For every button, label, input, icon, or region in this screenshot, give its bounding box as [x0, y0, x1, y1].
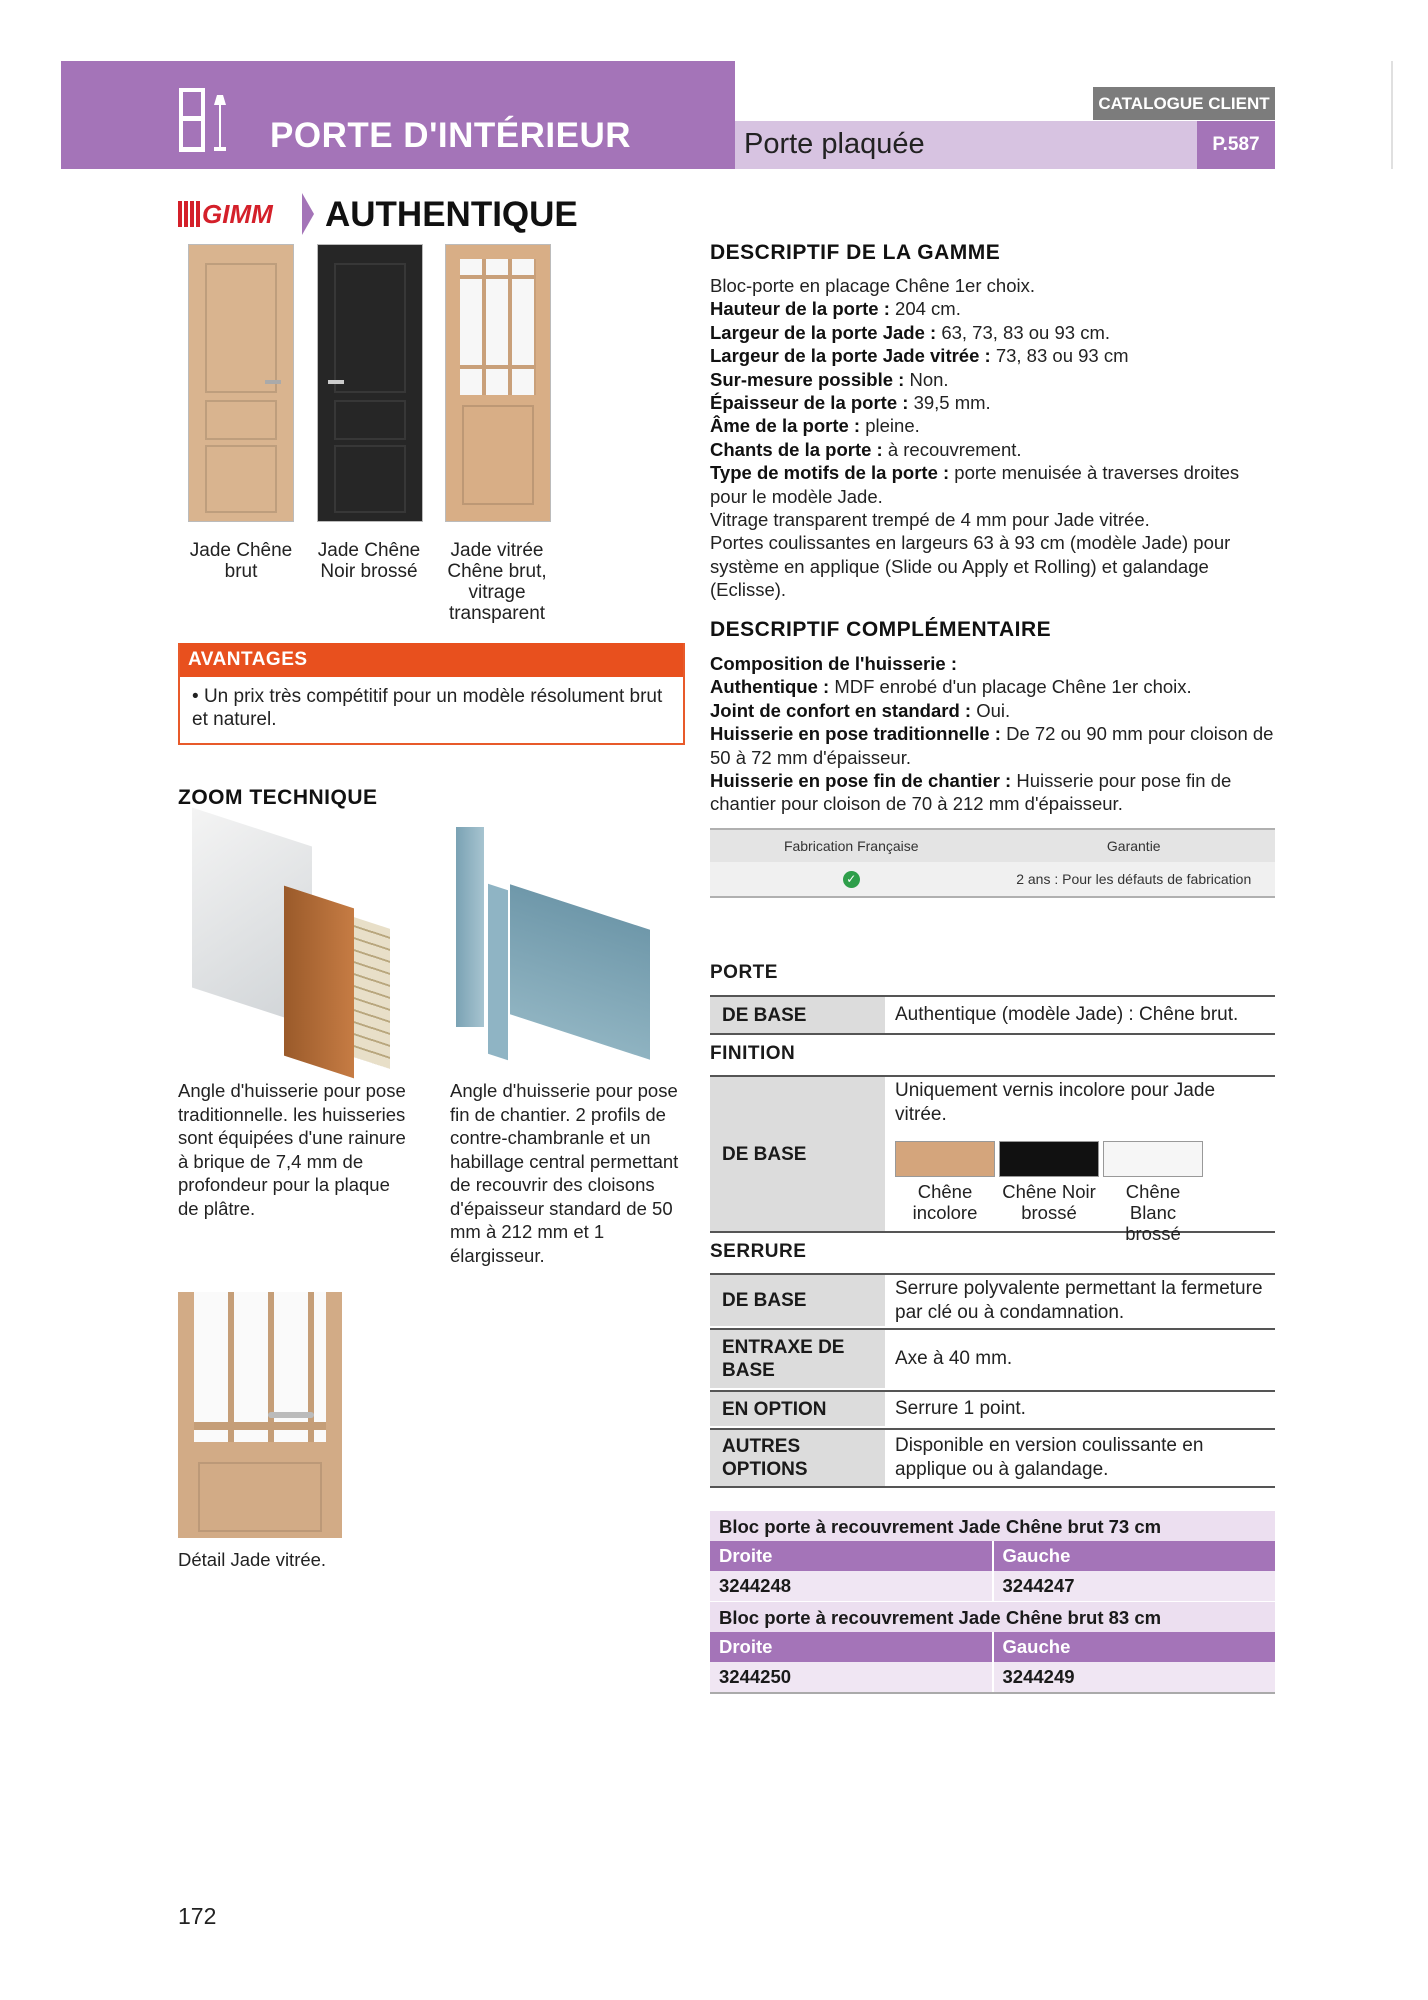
text-line: Huisserie en pose traditionnelle : De 72 ou 90 mm pour cloison de 50 à 72 mm d'épaisseur.: [710, 723, 1274, 768]
gimm-logo: GIMM: [178, 199, 273, 230]
advantages-title: AVANTAGES: [180, 643, 683, 677]
spec-row: AUTRES OPTIONS Disponible en version coulissante en applique ou à galandage.: [710, 1428, 1275, 1488]
fabrication-table: [710, 828, 1275, 898]
spec-row: DE BASE Uniquement vernis incolore pour Jade vitrée. Chêne incolore Chêne Noir brossé Chêne Blanc brossé: [710, 1075, 1275, 1233]
text-line: Type de motifs de la porte : porte menuisée à traverses droites pour le modèle Jade.: [710, 462, 1240, 507]
text-line: Largeur de la porte Jade : 63, 73, 83 ou 93 cm.: [710, 321, 1110, 343]
ref-gauche: 3244249: [992, 1662, 1276, 1692]
finition-section-title: FINITION: [710, 1043, 796, 1064]
chevron-icon: [302, 193, 314, 235]
text-line: Authentique : MDF enrobé d'un placage Chêne 1er choix.: [710, 676, 1192, 698]
order-header: Droite Gauche: [710, 1632, 1275, 1662]
ref-gauche: 3244247: [992, 1571, 1276, 1601]
detail-caption: Détail Jade vitrée.: [178, 1549, 327, 1570]
text-line: Vitrage transparent trempé de 4 mm pour Jade vitrée.: [710, 509, 1150, 531]
catalogue-badge: CATALOGUE CLIENT: [1093, 87, 1275, 120]
order-refs: [710, 1571, 1275, 1601]
zoom-technique-title: ZOOM TECHNIQUE: [178, 786, 378, 809]
zoom-caption-1: Angle d'huisserie pour pose traditionnelle. les huisseries sont équipées d'une rainure à brique de 7,4 mm de profondeur pour la plaque de plâtre.: [178, 1080, 406, 1219]
category-title: PORTE D'INTÉRIEUR: [270, 116, 632, 155]
complementaire-text: [710, 652, 1280, 816]
gamme-text: [710, 274, 1280, 602]
divider: [1391, 61, 1393, 169]
finition-text: Uniquement vernis incolore pour Jade vitrée.: [895, 1080, 1216, 1125]
door-image-noir-brosse: [317, 244, 423, 522]
garantie-header: Garantie: [1106, 838, 1161, 854]
door-image-vitree: [445, 244, 551, 522]
spec-row: EN OPTION Serrure 1 point.: [710, 1390, 1275, 1426]
ref-droite: 3244250: [719, 1666, 792, 1687]
subcategory-title: Porte plaquée: [744, 128, 925, 160]
gamme-title: DESCRIPTIF DE LA GAMME: [710, 241, 1001, 264]
text-line: Largeur de la porte Jade vitrée : 73, 83 ou 93 cm: [710, 345, 1129, 367]
text-line: Hauteur de la porte : 204 cm.: [710, 298, 961, 320]
text-line: Âme de la porte : pleine.: [710, 415, 920, 437]
door-caption: Jade Chêne brut: [189, 540, 293, 582]
fab-header: Fabrication Française: [783, 838, 919, 854]
text-line: Joint de confort en standard : Oui.: [710, 699, 1011, 721]
ref-droite: 3244248: [719, 1575, 792, 1596]
frame-fin-chantier-image: [450, 827, 662, 1071]
finish-swatch: Chêne Noir brossé: [999, 1141, 1099, 1223]
spec-row: DE BASE Authentique (modèle Jade) : Chêne brut.: [710, 995, 1275, 1035]
complementaire-title: DESCRIPTIF COMPLÉMENTAIRE: [710, 618, 1052, 641]
order-refs: [710, 1662, 1275, 1692]
door-caption: Jade Chêne Noir brossé: [317, 540, 421, 582]
page-ref: P.587: [1197, 121, 1275, 169]
text-line: Composition de l'huisserie :: [710, 653, 957, 674]
porte-section-title: PORTE: [710, 962, 778, 983]
order-title: Bloc porte à recouvrement Jade Chêne brut 83 cm: [710, 1601, 1275, 1632]
advantage-item: • Un prix très compétitif pour un modèle résolument brut et naturel.: [192, 686, 663, 730]
text-line: Chants de la porte : à recouvrement.: [710, 438, 1022, 460]
subcategory-bar: [735, 121, 1197, 169]
serrure-section-title: SERRURE: [710, 1241, 807, 1262]
check-icon: ✓: [710, 870, 993, 888]
text-line: Portes coulissantes en largeurs 63 à 93 cm (modèle Jade) pour système en applique (Slide ou Apply et Rolling) et galandage (Eclisse).: [710, 532, 1231, 601]
text-line: Huisserie en pose fin de chantier : Huisserie pour pose fin de chantier pour cloison de 70 à 212 mm d'épaisseur.: [710, 770, 1232, 815]
spec-row: ENTRAXE DE BASE Axe à 40 mm.: [710, 1328, 1275, 1388]
page-number: 172: [178, 1903, 217, 1929]
detail-vitree-image: [178, 1292, 342, 1538]
text-line: Bloc-porte en placage Chêne 1er choix.: [710, 275, 1035, 296]
text-line: Épaisseur de la porte : 39,5 mm.: [710, 392, 991, 414]
order-table: [710, 1510, 1275, 1694]
finish-swatch: Chêne incolore: [895, 1141, 995, 1223]
door-lamp-icon: [178, 87, 232, 153]
door-image-chene-brut: [188, 244, 294, 522]
garantie-value: 2 ans : Pour les défauts de fabrication: [1016, 871, 1252, 887]
text-line: Sur-mesure possible : Non.: [710, 368, 949, 390]
advantages-box: [178, 643, 685, 745]
range-title: AUTHENTIQUE: [325, 195, 578, 234]
order-header: Droite Gauche: [710, 1541, 1275, 1571]
order-title: Bloc porte à recouvrement Jade Chêne brut 73 cm: [710, 1510, 1275, 1541]
finish-swatch: Chêne Blanc brossé: [1103, 1141, 1203, 1244]
frame-traditional-image: [188, 827, 399, 1071]
spec-row: DE BASE Serrure polyvalente permettant la fermeture par clé ou à condamnation.: [710, 1273, 1275, 1326]
door-caption: Jade vitrée Chêne brut, vitrage transparent: [447, 540, 547, 624]
zoom-caption-2: Angle d'huisserie pour pose fin de chantier. 2 profils de contre-chambranle et un habillage central permettant de recouvrir des cloisons d'épaisseur standard de 50 mm à 212 mm et 1 élargisseur.: [450, 1080, 679, 1266]
